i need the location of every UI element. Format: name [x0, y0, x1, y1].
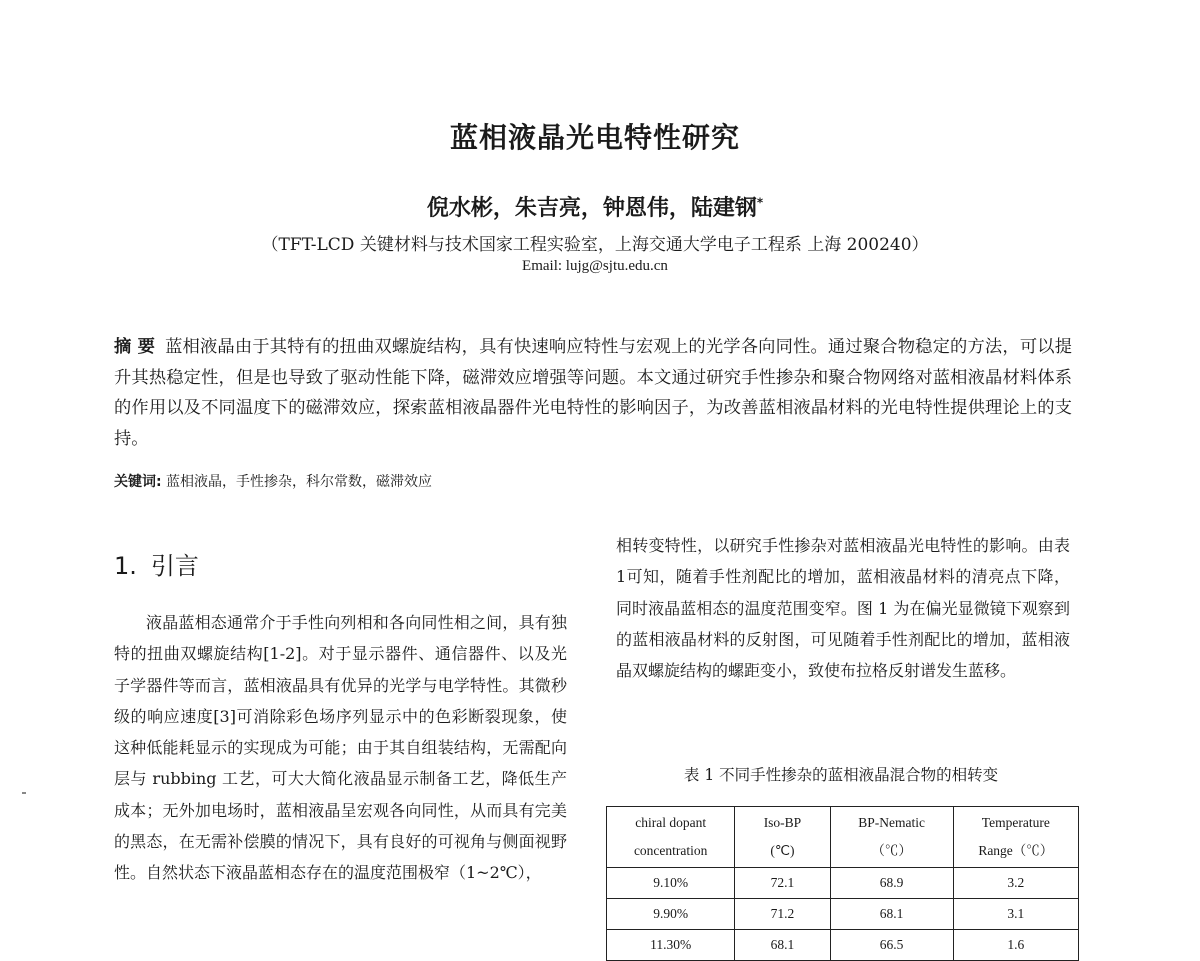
keywords [114, 471, 432, 491]
table-row [607, 868, 1079, 899]
intro-paragraph-right: 相转变特性，以研究手性掺杂对蓝相液晶光电特性的影响。由表1可知，随着手性剂配比的增加，蓝相液晶材料的清亮点下降，同时液晶蓝相态的温度范围变窄。图 1 为在偏光显微镜下观察到的蓝相液晶材料的反射图，可见随着手性剂配比的增加，蓝相液晶双螺旋结构的螺距变小，致使布拉格反射谱发生蓝移。 [616, 536, 1070, 681]
table-cell: 72.1 [735, 868, 830, 899]
table-cell: 3.2 [953, 868, 1078, 899]
header-line: （℃） [871, 843, 912, 858]
header-line: concentration [633, 843, 708, 858]
header-line: Iso-BP [763, 815, 802, 830]
table-cell: 68.1 [830, 899, 953, 930]
paper-title: 蓝相液晶光电特性研究 [449, 121, 740, 154]
email: Email: lujg@sjtu.edu.cn [522, 258, 668, 274]
header-chiral-dopant [607, 807, 735, 868]
abstract-label: 摘 要 [114, 337, 156, 357]
table-cell: 66.5 [830, 930, 953, 961]
table-caption: 表 1 不同手性掺杂的蓝相液晶混合物的相转变 [683, 766, 999, 784]
header-iso-bp [735, 807, 830, 868]
table-cell: 9.90% [607, 899, 735, 930]
table-row [607, 899, 1079, 930]
header-line: (℃) [770, 843, 795, 858]
header-temperature-range [953, 807, 1078, 868]
section-number: 1. [114, 552, 137, 580]
header-line: Range（℃） [978, 843, 1054, 858]
section-title: 引言 [150, 552, 199, 580]
header-line: Temperature [981, 815, 1050, 830]
section-heading [114, 546, 199, 581]
table-cell: 9.10% [607, 868, 735, 899]
affiliation: （TFT-LCD 关键材料与技术国家工程实验室，上海交通大学电子工程系 上海 200240） [261, 235, 929, 255]
table-cell: 68.9 [830, 868, 953, 899]
table-row [607, 930, 1079, 961]
abstract-text: 蓝相液晶由于其特有的扭曲双螺旋结构，具有快速响应特性与宏观上的光学各向同性。通过聚合物稳定的方法，可以提升其热稳定性，但是也导致了驱动性能下降，磁滞效应增强等问题。本文通过研究手性掺杂和聚合物网络对蓝相液晶材料体系的作用以及不同温度下的磁滞效应，探索蓝相液晶器件光电特性的影响因子，为改善蓝相液晶材料的光电特性提供理论上的支持。 [114, 337, 1072, 449]
header-bp-nematic [830, 807, 953, 868]
corresponding-author-mark: * [756, 195, 764, 210]
phase-transition-table [606, 806, 1079, 961]
header-line: chiral dopant [635, 815, 707, 830]
authors [0, 191, 1190, 222]
author-names: 倪水彬，朱吉亮，钟恩伟，陆建钢 [426, 196, 757, 221]
table-cell: 71.2 [735, 899, 830, 930]
intro-paragraph-left: 液晶蓝相态通常介于手性向列相和各向同性相之间，具有独特的扭曲双螺旋结构[1-2]。对于显示器件、通信器件、以及光子学器件等而言，蓝相液晶具有优异的光学与电学特性。其微秒级的响应速度[3]可消除彩色场序列显示中的色彩断裂现象，使这种低能耗显示的实现成为可能；由于其自组装结构，无需配向层与 rubbing 工艺，可大大简化液晶显示制备工艺，降低生产成本；无外加电场时，蓝相液晶呈宏观各向同性，从而具有完美的黑态，在无需补偿膜的情况下，具有良好的可视角与侧面视野性。自然状态下液晶蓝相态存在的温度范围极窄（1~2℃）， [114, 613, 567, 883]
table-cell: 3.1 [953, 899, 1078, 930]
table-cell: 11.30% [607, 930, 735, 961]
table-cell: 1.6 [953, 930, 1078, 961]
scan-speck [22, 792, 26, 794]
keywords-text: 蓝相液晶，手性掺杂，科尔常数，磁滞效应 [161, 474, 433, 490]
abstract [114, 332, 1072, 454]
table-header-row [607, 807, 1079, 868]
header-line: BP-Nematic [858, 815, 925, 830]
keywords-label: 关键词: [114, 474, 162, 490]
table-cell: 68.1 [735, 930, 830, 961]
